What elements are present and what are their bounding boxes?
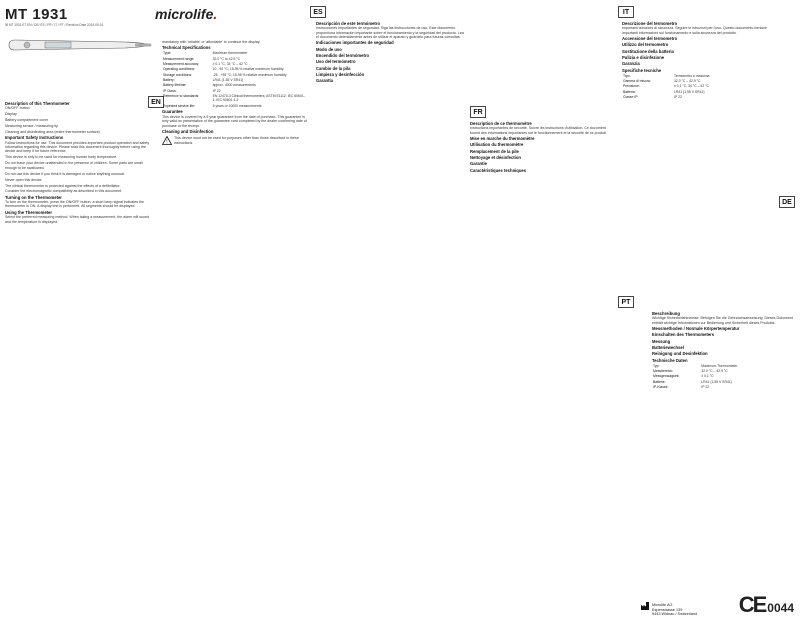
manufacturer-icon bbox=[641, 602, 649, 610]
lang-tag-de: DE bbox=[779, 196, 795, 208]
fr-title: Description de ce thermomètre bbox=[470, 121, 532, 126]
lang-tag-fr: FR bbox=[470, 106, 486, 118]
using-title: Using the Thermometer bbox=[5, 209, 53, 215]
column-en-1 bbox=[5, 100, 155, 225]
de-section: Messmethoden / Normale Körpertemperatur bbox=[652, 326, 740, 332]
warning-icon bbox=[162, 136, 172, 145]
table-row: Type: Maximum thermometer bbox=[163, 51, 248, 56]
safety-bullet: Consider the electromagnetic compatibility as described in this document. bbox=[5, 189, 123, 194]
it-section: Specifiche tecniche bbox=[622, 67, 662, 73]
safety-bullet: Do not leave your device unattended in the presence of children. Some parts are small enough to be swallowed. bbox=[5, 161, 143, 170]
column-it bbox=[622, 20, 772, 100]
ce-number: 0044 bbox=[767, 601, 794, 615]
ce-logo: CE bbox=[738, 592, 766, 617]
column-de bbox=[652, 310, 794, 390]
warning-text: This device must not be used for purposes other than those described in these instructions. bbox=[174, 136, 299, 145]
table-row: Precisione: ± 0,1 °C, 34 °C – 42 °C bbox=[623, 84, 709, 89]
table-row: Classe IP: IP 22 bbox=[623, 94, 682, 99]
model-title: MT 1931 bbox=[5, 6, 68, 23]
lang-tag-it: IT bbox=[618, 6, 634, 18]
table-row: Reference to standards: EN 12470-3 Clinical thermometers; ASTM E1112; IEC 60601-1; IEC 60601-1-2 bbox=[163, 93, 305, 103]
table-row: Typ: Maximum-Thermometer bbox=[653, 363, 738, 368]
it-section: Utilizzo del termometro bbox=[622, 42, 669, 48]
de-title: Beschreibung bbox=[652, 311, 680, 316]
it-title: Descrizione del termometro bbox=[622, 21, 678, 26]
part-2: Display bbox=[5, 112, 17, 117]
warning-row bbox=[162, 136, 308, 146]
guarantee-text: This device is covered by a 5 year guarantee from the date of purchase. This guarantee is only valid on presentation of the guarantee card completed by the dealer confirming date of purchase or the receipt. bbox=[162, 114, 307, 128]
es-section: Garantía bbox=[316, 78, 333, 84]
it-section: Pulizia e disinfezione bbox=[622, 55, 665, 61]
de-text: Wichtige Sicherheitshinweise. Befolgen Sie die Gebrauchsanweisung. Dieses Dokument enthält wichtige Informationen zur Bedienung und Sicherheit dieses Produkts. bbox=[652, 316, 793, 325]
lang-tag-es: ES bbox=[310, 6, 326, 18]
it-section: Sostituzione della batteria bbox=[622, 48, 674, 54]
fr-section: Utilisation du thermomètre bbox=[470, 142, 524, 148]
manufacturer-line: Espenstrasse 139 bbox=[652, 607, 683, 612]
part-3: Battery compartment cover bbox=[5, 118, 49, 123]
es-title: Descripción de este termómetro bbox=[316, 21, 380, 26]
power-title: Turning on the Thermometer bbox=[5, 194, 62, 200]
part-4: Measuring sensor / measuring tip bbox=[5, 124, 59, 129]
de-section: Messung bbox=[652, 338, 671, 344]
column-en-2 bbox=[162, 40, 308, 148]
de-section: Technische Daten bbox=[652, 357, 688, 363]
de-spec-table bbox=[652, 363, 794, 390]
table-row: Battery: LR41 (1.55 V SR41) bbox=[163, 77, 244, 82]
table-row: Expected service life: 5 years or 10000 measurements bbox=[163, 103, 262, 108]
manufacturer-line: Microlife AG bbox=[652, 603, 673, 608]
table-row: Operating conditions: 10 - 40 °C; 15-95 % relative maximum humidity bbox=[163, 67, 284, 72]
fr-text: Instructions importantes de sécurité. Suivre les instructions d'utilisation. Ce document fournit des informations importantes sur le fonctionnement et la sécurité de ce produit. bbox=[470, 126, 607, 135]
brand-logo-dot: . bbox=[213, 6, 218, 22]
manufacturer-line: 9443 Widnau / Switzerland bbox=[652, 612, 698, 617]
part-1: ON/OFF button bbox=[5, 106, 30, 111]
column-fr bbox=[470, 120, 616, 173]
safety-text: Follow instructions for use. This document provides important product operation and safety information regarding this device. Please read this document thoroughly before using the device and keep it for future reference. bbox=[5, 140, 150, 154]
revision-subtitle: IB MT 1931 E7 EN / DE/ ES / FR / IT / PT / Revision Date 2019-09-01 bbox=[5, 23, 104, 27]
table-row: IP-Klasse: IP 22 bbox=[653, 384, 710, 389]
table-row: Batterie: LR41 (1,55 V SR41) bbox=[653, 379, 732, 384]
table-row: Measurement range: 32.0 °C to 42.9 °C bbox=[163, 56, 241, 61]
es-section: Encendido del termómetro bbox=[316, 53, 370, 59]
maintenance-title: Cleaning and Disinfection bbox=[162, 128, 214, 134]
part-5: Cleaning and disinfecting area (entire thermometer surface) bbox=[5, 130, 100, 135]
table-row: IP Class: IP 22 bbox=[163, 88, 221, 93]
table-row: Measurement accuracy: ± 0.1 °C, 34 °C – 42 °C bbox=[163, 61, 248, 66]
table-row: Batteria: LR41 (1,55 V SR41) bbox=[623, 89, 705, 94]
es-section: Uso del termómetro bbox=[316, 59, 356, 65]
brand-wordmark: microlife bbox=[155, 6, 214, 22]
table-row: Battery lifetime: approx. 4000 measurements bbox=[163, 83, 256, 88]
it-section: Garanzia bbox=[622, 61, 640, 67]
manufacturer-address bbox=[652, 603, 697, 617]
parts-title: Description of this Thermometer bbox=[5, 101, 70, 106]
de-section: Reinigung und Desinfektion bbox=[652, 351, 708, 357]
intro-text: mandatory with 'reliable' or 'affordable' to continue the display. bbox=[162, 40, 261, 44]
es-section: Modo de uso bbox=[316, 46, 342, 52]
it-text: Importanti istruzioni di sicurezza. Seguire le istruzioni per l'uso. Questo documento fornisce importanti informazioni sul funzionamento e sulla sicurezza del prodotto. bbox=[622, 26, 767, 35]
power-text: To turn on the thermometer, press the ON/OFF button; a short beep signal indicates the thermometer is ON. A display test is performed. All segments should be displayed. bbox=[5, 200, 145, 209]
es-section: Limpieza y desinfección bbox=[316, 72, 365, 78]
fr-section: Remplacement de la pile bbox=[470, 148, 519, 154]
lang-tag-pt: PT bbox=[618, 296, 634, 308]
safety-title: Important Safety Instructions bbox=[5, 135, 64, 141]
table-row: Gamma di misura: 32,0 °C – 42,9 °C bbox=[623, 78, 701, 83]
guarantee-title: Guarantee bbox=[162, 109, 183, 115]
de-section: Batteriewechsel bbox=[652, 345, 684, 351]
fr-section: Nettoyage et désinfection bbox=[470, 155, 521, 161]
thermometer-illustration bbox=[5, 32, 155, 58]
fr-section: Mise en marche du thermomètre bbox=[470, 136, 535, 142]
column-es bbox=[316, 20, 464, 84]
it-spec-table bbox=[622, 73, 772, 100]
table-row: Messgenauigkeit: ± 0,1 °C bbox=[653, 374, 714, 379]
fr-section: Caractéristiques techniques bbox=[470, 167, 527, 173]
safety-bullet: Do not use this device if you think it is damaged or notice anything unusual. bbox=[5, 171, 125, 176]
spec-table bbox=[162, 51, 308, 109]
brand-logo bbox=[155, 6, 217, 22]
es-section: Cambio de la pila bbox=[316, 65, 351, 71]
lang-tag-en: EN bbox=[148, 96, 164, 108]
table-row: Messbereich: 32,0 °C – 42,9 °C bbox=[653, 368, 728, 373]
safety-bullet: Never open this device. bbox=[5, 177, 43, 182]
es-section: Indicaciones importantes de seguridad bbox=[316, 40, 394, 46]
it-section: Accensione del termometro bbox=[622, 36, 678, 42]
table-row: Storage conditions: -25 - +55 °C; 15-95 % relative maximum humidity bbox=[163, 72, 287, 77]
es-text: Instrucciones importantes de seguridad. Siga las instrucciones de uso. Este documento proporciona información importante sobre el funcionamiento y la seguridad del producto. Lea el documento detenidamente antes de utilizar el aparato y guárdelo para futuras consultas. bbox=[316, 26, 464, 40]
svg-text:!: ! bbox=[166, 139, 168, 146]
table-row: Tipo: Termometro a massima bbox=[623, 73, 710, 78]
safety-bullet: The clinical thermometer is protected against the effects of a defibrillator. bbox=[5, 183, 121, 188]
using-text: Select the preferred measuring method. When taking a measurement, the alarm will sound and the temperature is displayed. bbox=[5, 215, 150, 224]
tech-title: Technical Specifications bbox=[162, 45, 211, 51]
de-section: Einschalten des Thermometers bbox=[652, 332, 715, 338]
ce-mark bbox=[739, 592, 794, 618]
safety-bullet: This device is only to be used for measuring human body temperature. bbox=[5, 155, 118, 160]
fr-section: Garantie bbox=[470, 161, 487, 167]
